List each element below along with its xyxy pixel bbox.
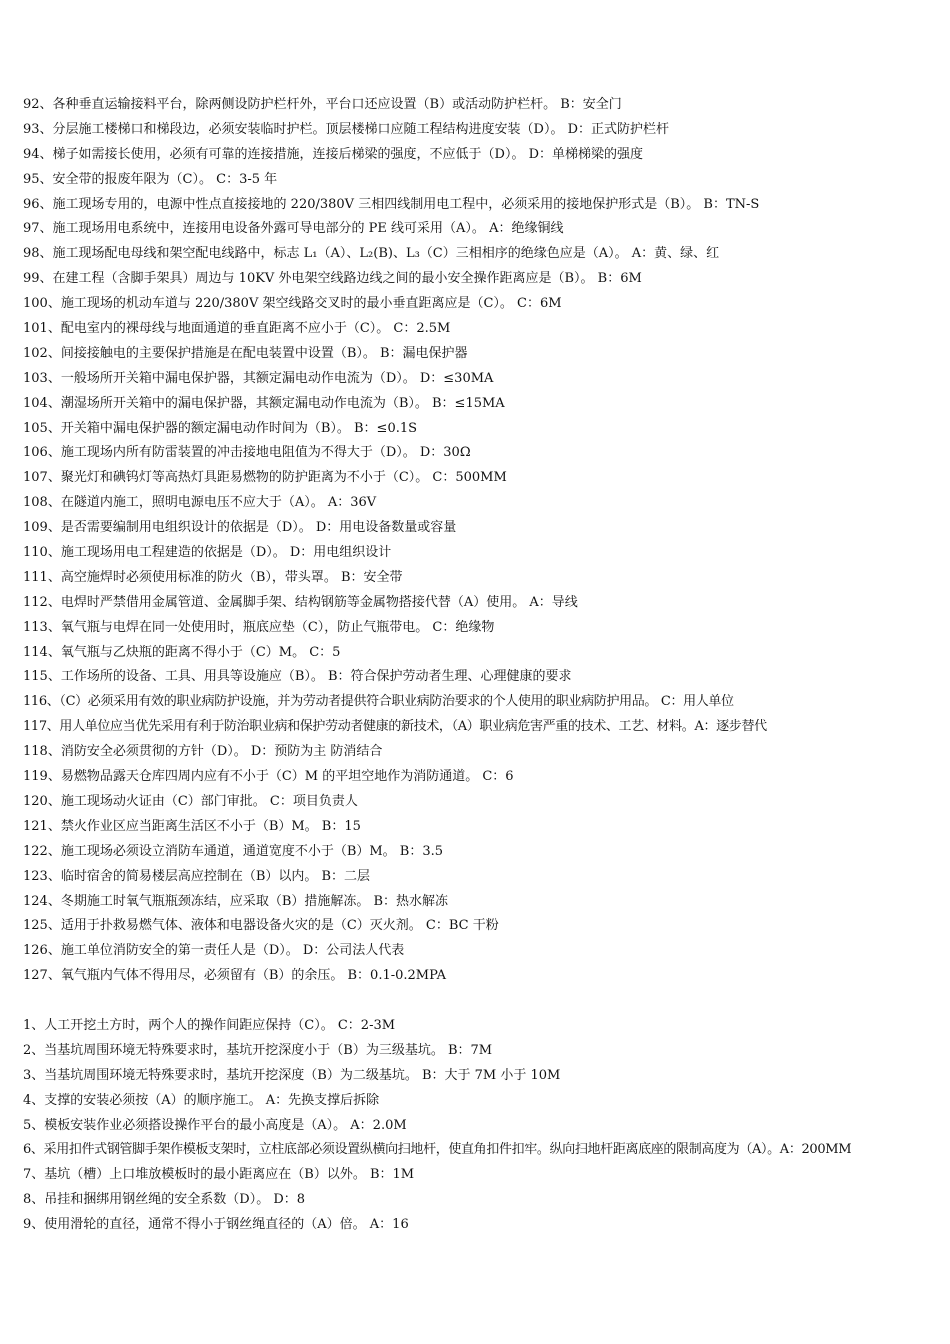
section-spacer — [23, 989, 943, 1014]
question-item-122: 122、施工现场必须设立消防车通道，通道宽度不小于（B）M。 B：3.5 — [23, 843, 444, 859]
question-item-4: 4、支撑的安装必须按（A）的顺序施工。 A：先换支撑后拆除 — [23, 1092, 380, 1108]
question-item-107: 107、聚光灯和碘钨灯等高热灯具距易燃物的防护距离为不小于（C）。 C：500MM — [23, 470, 507, 486]
question-item-115: 115、工作场所的设备、工具、用具等设施应（B）。 B：符合保护劳动者生理、心理健康的要求 — [23, 669, 572, 685]
question-item-93: 93、分层施工楼梯口和梯段边，必须安装临时护栏。顶层楼梯口应随工程结构进度安装（D）。 D：正式防护栏杆 — [23, 121, 670, 137]
question-item-100: 100、施工现场的机动车道与 220/380V 架空线路交叉时的最小垂直距离应是（C）。 C：6M — [23, 296, 562, 312]
question-list-section-1 — [23, 93, 943, 989]
question-item-102: 102、间接接触电的主要保护措施是在配电装置中设置（B）。 B：漏电保护器 — [23, 345, 468, 361]
question-item-124: 124、冬期施工时氧气瓶瓶颈冻结，应采取（B）措施解冻。 B：热水解冻 — [23, 893, 449, 909]
question-item-106: 106、施工现场内所有防雷装置的冲击接地电阻值为不得大于（D）。 D：30Ω — [23, 445, 471, 461]
question-item-109: 109、是否需要编制用电组织设计的依据是（D）。 D：用电设备数量或容量 — [23, 520, 457, 536]
question-item-94: 94、梯子如需接长使用，必须有可靠的连接措施，连接后梯梁的强度，不应低于（D）。 D：单梯梯梁的强度 — [23, 146, 644, 162]
question-item-112: 112、电焊时严禁借用金属管道、金属脚手架、结构钢筋等金属物搭接代替（A）使用。 A：导线 — [23, 594, 578, 610]
question-item-113: 113、氧气瓶与电焊在同一处使用时，瓶底应垫（C），防止气瓶带电。 C：绝缘物 — [23, 619, 495, 635]
question-item-6: 6、采用扣件式钢管脚手架作模板支架时，立柱底部必须设置纵横向扫地杆，使直角扣件扣牢。纵向扫地杆距离底座的限制高度为（A）。A：200MM — [23, 1142, 852, 1158]
question-item-2: 2、当基坑周围环境无特殊要求时，基坑开挖深度小于（B）为三级基坑。 B：7M — [23, 1042, 493, 1058]
document-body — [23, 93, 943, 1238]
question-item-104: 104、潮湿场所开关箱中的漏电保护器，其额定漏电动作电流为（B）。 B：≤15MA — [23, 395, 505, 411]
question-item-8: 8、吊挂和捆绑用钢丝绳的安全系数（D）。 D：8 — [23, 1192, 306, 1208]
question-item-127: 127、氧气瓶内气体不得用尽，必须留有（B）的余压。 B：0.1-0.2MPA — [23, 968, 447, 984]
question-item-5: 5、模板安装作业必须搭设操作平台的最小高度是（A）。 A：2.0M — [23, 1117, 407, 1133]
question-item-120: 120、施工现场动火证由（C）部门审批。 C：项目负责人 — [23, 793, 358, 809]
question-item-116: 116、（C）必须采用有效的职业病防护设施，并为劳动者提供符合职业病防治要求的个人使用的职业病防护用品。 C：用人单位 — [23, 694, 734, 710]
question-item-3: 3、当基坑周围环境无特殊要求时，基坑开挖深度（B）为二级基坑。 B：大于 7M 小于 10M — [23, 1067, 561, 1083]
question-item-99: 99、在建工程（含脚手架具）周边与 10KV 外电架空线路边线之间的最小安全操作距离应是（B）。 B：6M — [23, 271, 642, 287]
question-item-108: 108、在隧道内施工，照明电源电压不应大于（A）。 A：36V — [23, 495, 377, 511]
question-item-9: 9、使用滑轮的直径，通常不得小于钢丝绳直径的（A）倍。 A：16 — [23, 1217, 409, 1233]
question-item-125: 125、适用于扑救易燃气体、液体和电器设备火灾的是（C）灭火剂。 C：BC 干粉 — [23, 918, 499, 934]
question-item-1: 1、人工开挖土方时，两个人的操作间距应保持（C）。 C：2-3M — [23, 1017, 396, 1033]
question-item-111: 111、高空施焊时必须使用标准的防火（B），带头罩。 B：安全带 — [23, 569, 403, 585]
question-item-103: 103、一般场所开关箱中漏电保护器，其额定漏电动作电流为（D）。 D：≤30MA — [23, 370, 494, 386]
question-item-97: 97、施工现场用电系统中，连接用电设备外露可导电部分的 PE 线可采用（A）。 A：绝缘铜线 — [23, 221, 564, 237]
question-item-123: 123、临时宿舍的简易楼层高应控制在（B）以内。 B：二层 — [23, 868, 371, 884]
question-item-126: 126、施工单位消防安全的第一责任人是（D）。 D：公司法人代表 — [23, 943, 405, 959]
question-item-105: 105、开关箱中漏电保护器的额定漏电动作时间为（B）。 B：≤0.1S — [23, 420, 418, 436]
question-item-7: 7、基坑（槽）上口堆放模板时的最小距离应在（B）以外。 B：1M — [23, 1167, 415, 1183]
question-item-95: 95、安全带的报废年限为（C）。 C：3-5 年 — [23, 171, 278, 187]
question-item-121: 121、禁火作业区应当距离生活区不小于（B）M。 B：15 — [23, 818, 361, 834]
question-item-101: 101、配电室内的裸母线与地面通道的垂直距离不应小于（C）。 C：2.5M — [23, 321, 451, 337]
question-item-110: 110、施工现场用电工程建造的依据是（D）。 D：用电组织设计 — [23, 545, 392, 561]
question-item-96: 96、施工现场专用的，电源中性点直接接地的 220/380V 三相四线制用电工程中，必须采用的接地保护形式是（B）。 B：TN-S — [23, 196, 760, 212]
question-item-117: 117、用人单位应当优先采用有利于防治职业病和保护劳动者健康的新技术，（A）职业病危害严重的技术、工艺、材料。A：逐步替代 — [23, 719, 767, 735]
question-item-92: 92、各种垂直运输接料平台，除两侧设防护栏杆外，平台口还应设置（B）或活动防护栏杆。 B：安全门 — [23, 97, 622, 112]
question-item-114: 114、氧气瓶与乙炔瓶的距离不得小于（C）M。 C：5 — [23, 644, 341, 660]
question-item-98: 98、施工现场配电母线和架空配电线路中，标志 L₁（A）、L₂(B)、L₃（C）三相相序的绝缘色应是（A）。 A：黄、绿、红 — [23, 246, 720, 262]
question-item-119: 119、易燃物品露天仓库四周内应有不小于（C）M 的平坦空地作为消防通道。 C：6 — [23, 769, 514, 785]
question-list-section-2 — [23, 1014, 943, 1238]
question-item-118: 118、消防安全必须贯彻的方针（D）。 D：预防为主 防消结合 — [23, 744, 383, 760]
